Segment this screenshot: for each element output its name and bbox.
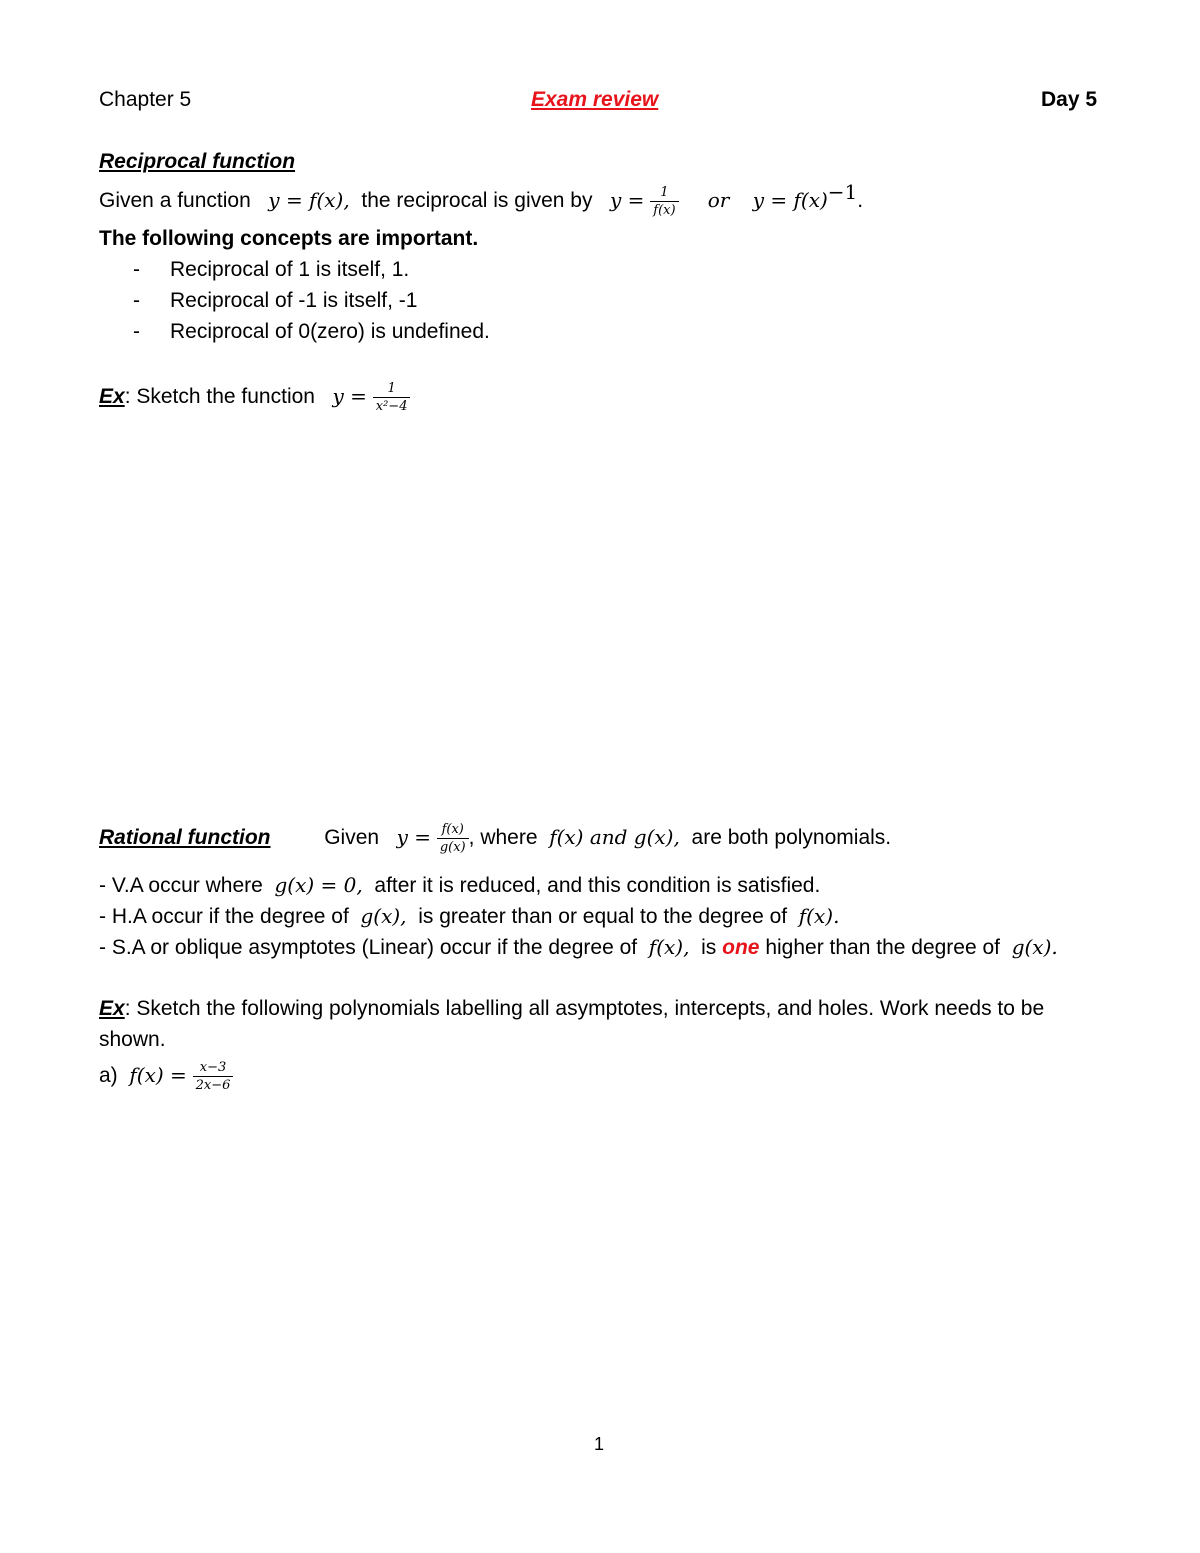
va-tail: after it is reduced, and this condition is satisfied. [374, 874, 821, 897]
fraction-denominator: g(x) [439, 840, 466, 855]
ha-rule [99, 904, 839, 929]
example1-fraction [373, 381, 411, 414]
fraction-numerator: 1 [650, 185, 678, 202]
ha-prefix: - H.A occur if the degree of [99, 905, 349, 928]
example2-line1 [99, 997, 1044, 1021]
concepts-intro: The following concepts are important. [99, 227, 479, 250]
rational-definition-line [99, 822, 891, 855]
sa-f: f(x), [648, 935, 690, 959]
fraction-numerator: x−3 [193, 1060, 234, 1077]
rational-given: Given [324, 826, 380, 850]
bullet-item [133, 289, 417, 313]
bullet-text: Reciprocal of -1 is itself, -1 [170, 289, 418, 312]
page-number: 1 [594, 1434, 605, 1454]
example1-text: : Sketch the function [124, 385, 315, 409]
bullet-item [133, 258, 409, 282]
header-chapter: Chapter 5 [99, 88, 192, 111]
rational-heading: Rational function [99, 826, 271, 850]
fraction-denominator: f(x) [653, 202, 676, 218]
bullet-item [133, 320, 490, 344]
example1-line [99, 381, 410, 414]
part-a-fraction [193, 1060, 234, 1093]
comma: , [468, 826, 475, 850]
or-text: or [707, 188, 730, 212]
sa-g: g(x). [1011, 935, 1058, 959]
va-equation: g(x) = 0, [274, 873, 363, 897]
exponent-minus-one: −1 [827, 180, 858, 204]
example-label: Ex [99, 997, 125, 1020]
header-title: Exam review [531, 88, 659, 111]
example2-text: : Sketch the following polynomials labelling all asymptotes, intercepts, and holes. Work needs to be [124, 997, 1045, 1020]
fraction-numerator: 1 [373, 381, 411, 398]
eq-y-fx: y = f(x), [268, 188, 350, 212]
y-equals: y = [396, 825, 431, 850]
example2-line2: shown. [99, 1028, 166, 1051]
fraction-numerator: f(x) [437, 822, 469, 839]
rational-tail: are both polynomials. [691, 826, 892, 850]
given-prefix: Given a function [99, 189, 251, 212]
va-prefix: - V.A occur where [99, 874, 263, 897]
reciprocal-definition-line [99, 180, 863, 218]
ha-mid: is greater than or equal to the degree of [418, 905, 788, 928]
sa-is: is [701, 936, 717, 959]
f-and-g: f(x) and g(x), [549, 825, 680, 850]
header-day: Day 5 [1041, 88, 1098, 111]
sa-prefix: - S.A or oblique asymptotes (Linear) occur if the degree of [99, 936, 638, 959]
ha-f: f(x). [798, 904, 840, 928]
fraction-denominator: 2x−6 [195, 1078, 231, 1093]
y-equals: y = [610, 188, 645, 212]
reciprocal-fraction [650, 185, 678, 218]
sa-rule [99, 935, 1058, 960]
bullet-dash: - [133, 320, 140, 343]
reciprocal-heading: Reciprocal function [99, 150, 296, 173]
where-text: where [480, 826, 538, 850]
fraction-denominator: x²−4 [375, 399, 408, 414]
part-a-label: a) [99, 1064, 118, 1088]
va-rule [99, 873, 820, 898]
rational-fraction [437, 822, 469, 855]
sa-mid: higher than the degree of [765, 936, 1001, 959]
y-equals: y = [332, 384, 367, 409]
example-label: Ex [99, 385, 125, 409]
example2-part-a [99, 1060, 233, 1093]
eq-y-fx-inverse: y = f(x) [752, 188, 828, 212]
bullet-text: Reciprocal of 0(zero) is undefined. [170, 320, 490, 343]
sa-one: one [722, 936, 760, 959]
bullet-dash: - [133, 258, 140, 281]
bullet-dash: - [133, 289, 140, 312]
given-mid: the reciprocal is given by [361, 189, 593, 212]
period: . [857, 189, 864, 212]
bullet-text: Reciprocal of 1 is itself, 1. [170, 258, 410, 281]
ha-g: g(x), [360, 904, 407, 928]
fx-equals: f(x) = [129, 1063, 187, 1088]
